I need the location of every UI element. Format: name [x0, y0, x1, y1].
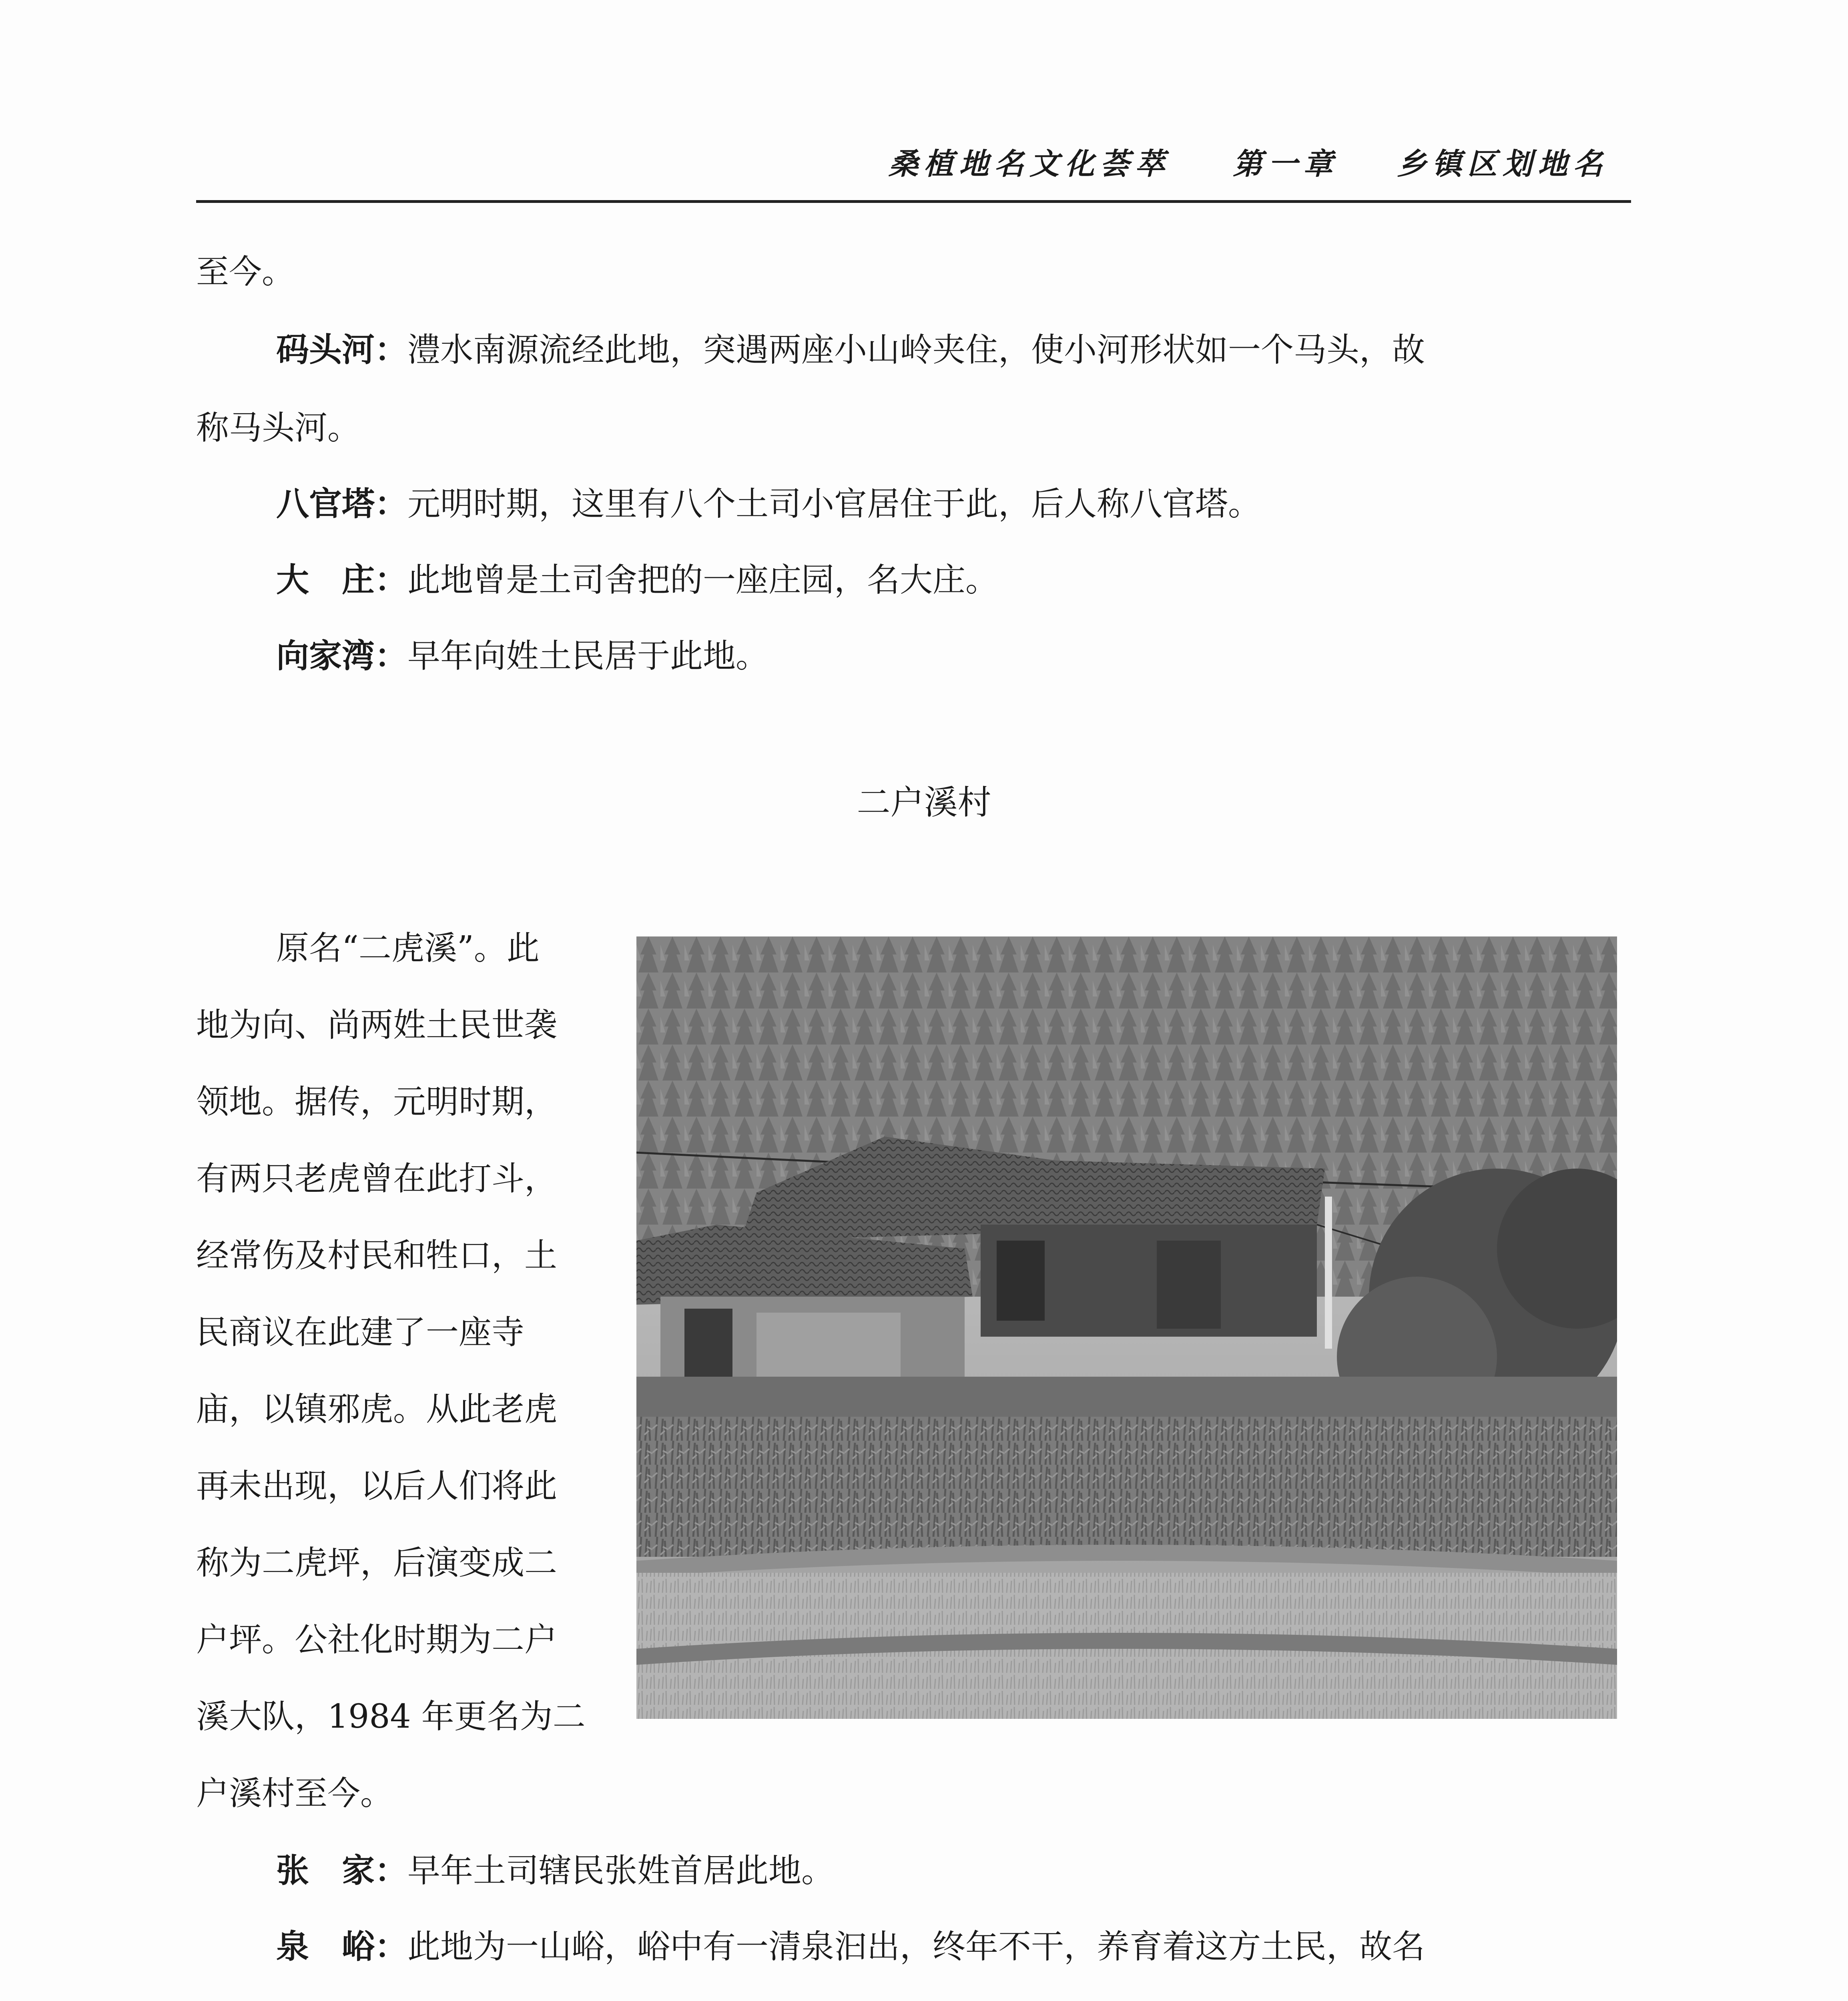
entry-text: 此地曾是土司舍把的一座庄园，名大庄。 [407, 561, 999, 599]
entry-term: 张 家： [276, 1852, 408, 1890]
village-photo [636, 936, 1617, 1719]
entry-term: 大 庄： [276, 561, 408, 599]
section-label: 乡镇区划地名 [1397, 147, 1608, 181]
entry-quanyu [276, 1927, 1425, 1967]
entry-term: 八官塔： [276, 485, 408, 523]
entry-term: 向家湾： [276, 637, 408, 675]
intro-line: 户溪村至今。 [196, 1774, 393, 1813]
intro-line: 原名“二虎溪”。此 [276, 929, 540, 967]
entry-baguanta [276, 484, 1261, 524]
intro-line: 再未出现，以后人们将此 [196, 1467, 558, 1505]
intro-line: 经常伤及村民和牲口，土 [196, 1237, 558, 1275]
running-header [196, 144, 1631, 200]
intro-line: 地为向、尚两姓土民世袭 [196, 1006, 558, 1044]
entry-matouhe-cont: 称马头河。 [196, 409, 361, 447]
chapter-label: 第一章 [1233, 147, 1338, 181]
entry-text: 早年土司辖民张姓首居此地。 [407, 1852, 835, 1890]
entry-term: 码头河： [276, 331, 408, 369]
entry-term: 泉 峪： [276, 1928, 408, 1966]
intro-line: 庙，以镇邪虎。从此老虎 [196, 1390, 558, 1428]
intro-line: 溪大队，1984 年更名为二 [196, 1698, 586, 1736]
intro-line: 民商议在此建了一座寺 [196, 1313, 525, 1351]
entry-zhangjia [276, 1851, 834, 1891]
intro-line: 有两只老虎曾在此打斗， [196, 1160, 558, 1198]
entry-text: 此地为一山峪，峪中有一清泉汩出，终年不干，养育着这方土民，故名 [407, 1928, 1425, 1966]
book-title: 桑植地名文化荟萃 [889, 147, 1170, 181]
continuation-text: 至今。 [196, 253, 295, 291]
entry-text: 早年向姓土民居于此地。 [407, 637, 769, 675]
intro-line: 称为二虎坪，后演变成二 [196, 1544, 558, 1582]
intro-line: 领地。据传，元明时期， [196, 1083, 558, 1121]
entry-matouhe [276, 330, 1425, 370]
entry-dazhuang [276, 560, 998, 600]
header-rule [196, 200, 1631, 203]
entry-xiangjiawan [276, 636, 768, 676]
intro-line: 户坪。公社化时期为二户 [196, 1621, 558, 1659]
entry-text: 澧水南源流经此地，突遇两座小山岭夹住，使小河形状如一个马头，故 [407, 331, 1425, 369]
entry-text: 元明时期，这里有八个土司小官居住于此，后人称八官塔。 [407, 485, 1261, 523]
section-title: 二户溪村 [857, 783, 991, 822]
